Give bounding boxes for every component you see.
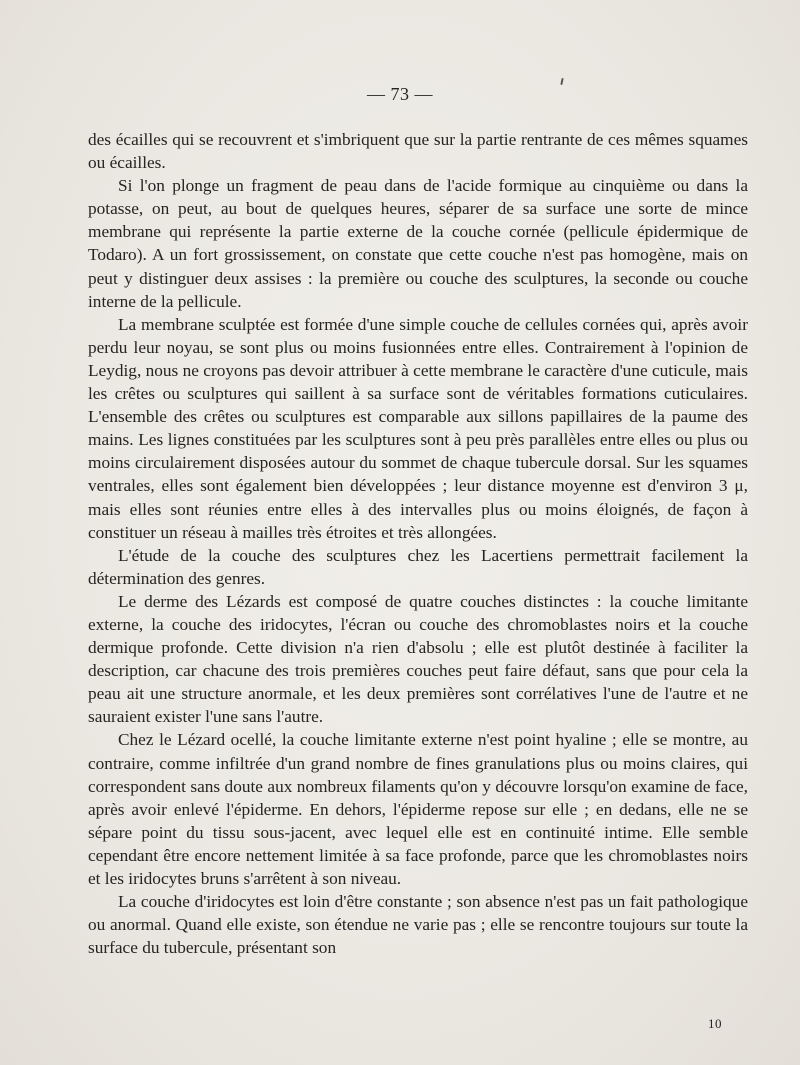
paragraph-continued: des écailles qui se recouvrent et s'imbriquent que sur la partie rentrante de ces mêmes squames ou écailles. bbox=[88, 130, 748, 173]
paragraph-acid-formique: Si l'on plonge un fragment de peau dans de l'acide formique au cinquième ou dans la potasse, on peut, au bout de quelques heures, séparer de sa surface une sorte de mince membrane qui représente la partie externe de la couche cornée (pellicule épidermique de Todaro). A un fort grossissement, on constate que cette couche n'est pas homogène, mais on peut y distinguer deux assises : la première ou couche des sculptures, la seconde ou couche interne de la pellicule. bbox=[88, 176, 748, 311]
page-number: — 73 — bbox=[367, 84, 433, 104]
body-text bbox=[88, 128, 748, 959]
paragraph-iridocytes: La couche d'iridocytes est loin d'être constante ; son absence n'est pas un fait pathologique ou anormal. Quand elle existe, son étendue ne varie pas ; elle se rencontre toujours sur toute la surface du tubercule, présentant son bbox=[88, 892, 748, 958]
paragraph-membrane-sculptee: La membrane sculptée est formée d'une simple couche de cellules cornées qui, après avoir perdu leur noyau, se sont plus ou moins fusionnées entre elles. Contrairement à l'opinion de Leydig, nous ne croyons pas devoir attribuer à cette membrane le caractère d'une cuticule, mais les crêtes ou sculptures qui saillent à sa surface sont de véritables formations cuticulaires. L'ensemble des crêtes ou sculptures est comparable aux sillons papillaires de la paume des mains. Les lignes constituées par les sculptures sont à peu près parallèles entre elles ou plus ou moins circulairement disposées autour du sommet de chaque tubercule dorsal. Sur les squames ventrales, elles sont également bien développées ; leur distance moyenne est d'environ 3 μ, mais elles sont réunies entre elles à des intervalles plus ou moins éloignés, de façon à constituer un réseau à mailles très étroites et très allongées. bbox=[88, 314, 748, 542]
paragraph-lezard-ocelle: Chez le Lézard ocellé, la couche limitante externe n'est point hyaline ; elle se montre, au contraire, comme infiltrée d'un grand nombre de fines granulations plus ou moins claires, qui correspondent sans doute aux nombreux filaments qu'on y découvre lorsqu'on examine de face, après avoir enlevé l'épiderme. En dehors, l'épiderme repose sur elle ; en dedans, elle ne se sépare point du tissu sous-jacent, avec lequel elle est en continuité intime. Elle semble cependant être encore nettement limitée à sa face profonde, parce que les chromoblastes noirs et les iridocytes bruns s'arrêtent à son niveau. bbox=[88, 730, 748, 888]
paragraph-lacertiens: L'étude de la couche des sculptures chez les Lacertiens permettrait facilement la détermination des genres. bbox=[88, 545, 748, 588]
signature-mark: 10 bbox=[708, 1016, 722, 1031]
paragraph-derme: Le derme des Lézards est composé de quatre couches distinctes : la couche limitante externe, la couche des iridocytes, l'écran ou couche des chromoblastes noirs et la couche dermique profonde. Cette division n'a rien d'absolu ; elle est plutôt destinée à faciliter la description, car chacune des trois premières couches peut faire défaut, sans que pour cela la peau ait une structure anormale, et les deux premières sont corrélatives l'une de l'autre et ne sauraient exister l'une sans l'autre. bbox=[88, 591, 748, 727]
